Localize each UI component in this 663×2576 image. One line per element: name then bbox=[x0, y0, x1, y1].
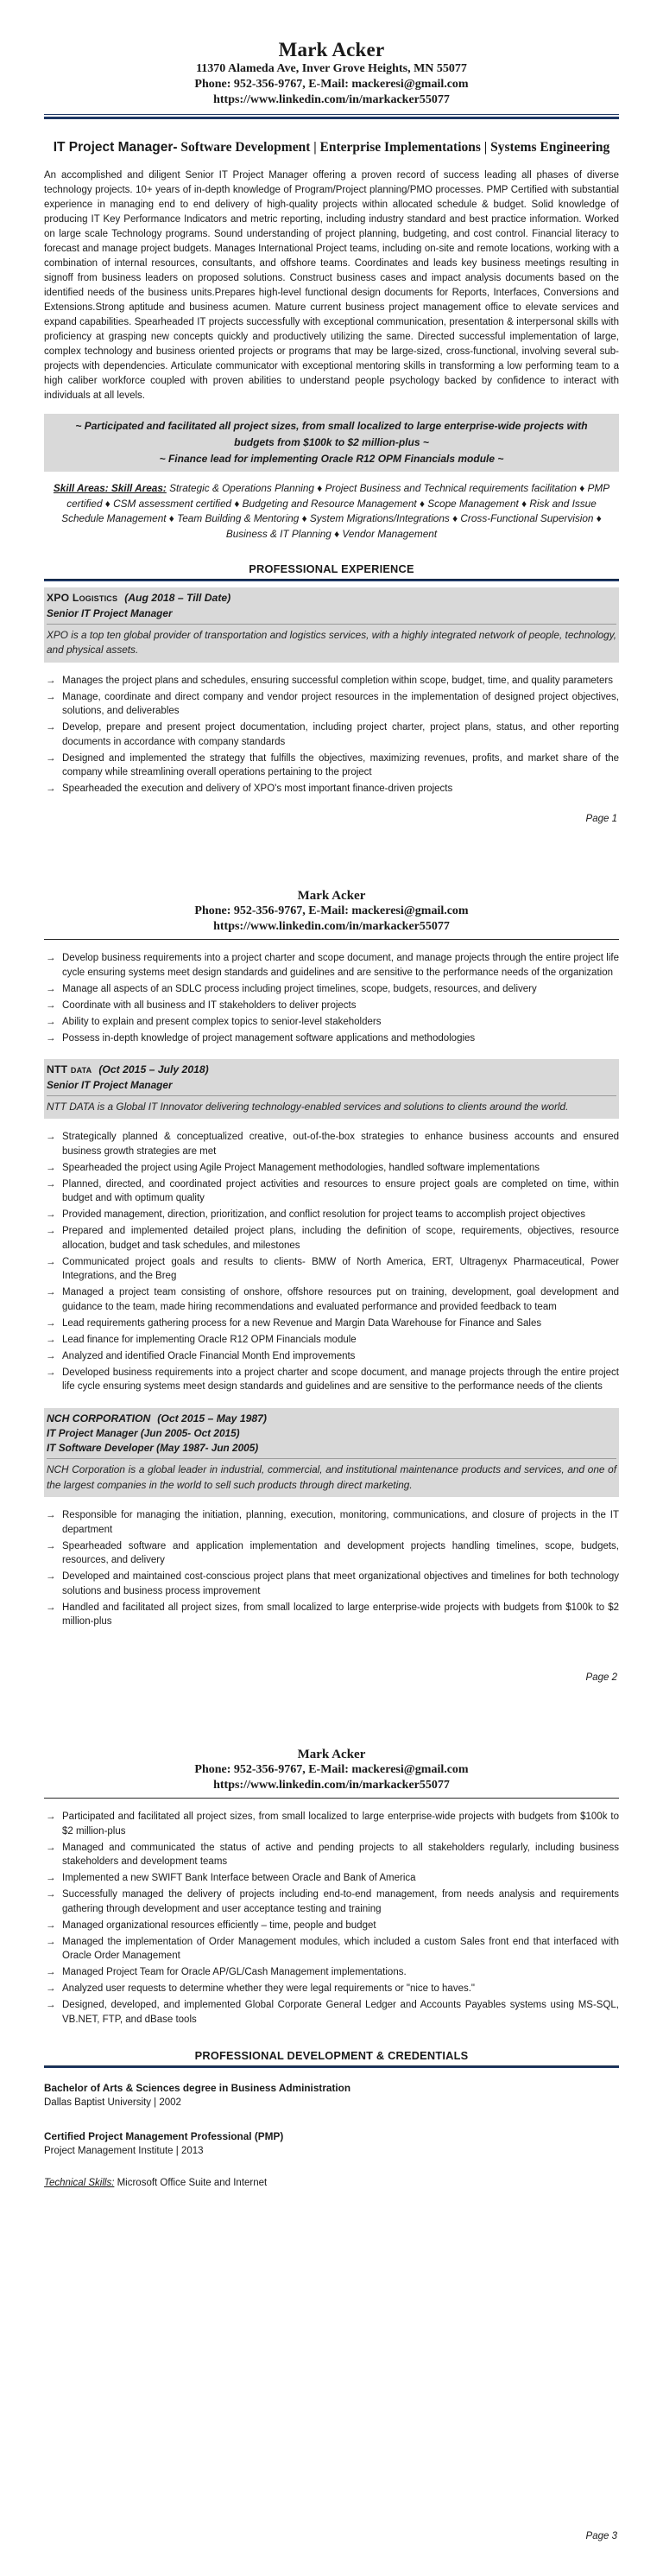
arrow-bullet-icon: → bbox=[46, 1226, 56, 1236]
bullet-item bbox=[44, 1285, 619, 1314]
arrow-bullet-icon: → bbox=[46, 1032, 56, 1044]
arrow-bullet-icon: → bbox=[46, 1287, 56, 1298]
bullet-text: Develop business requirements into a project charter and scope document, and manage projects through the entire project life cycle ensuring systems meet design standards and guidelines and are sensitive to the performance needs of the organization bbox=[62, 953, 619, 978]
bullet-list-xpo-p1 bbox=[44, 674, 619, 796]
bullet-text: Manage all aspects of an SDLC process including project timelines, scope, budgets, resources, and delivery bbox=[62, 983, 537, 994]
arrow-bullet-icon: → bbox=[46, 784, 56, 794]
arrow-bullet-icon: → bbox=[46, 1983, 56, 1994]
bullet-text: Spearheaded software and application implementation and development projects handling timelines, scope, budgets, resources, and delivery bbox=[62, 1540, 619, 1565]
resume-page-1 bbox=[0, 0, 663, 859]
candidate-name: Mark Acker bbox=[297, 889, 366, 903]
bullet-item bbox=[44, 1965, 619, 1980]
page1-header bbox=[44, 0, 619, 108]
linkedin-line: https://www.linkedin.com/in/markacker55077 bbox=[213, 93, 450, 106]
header-rule bbox=[44, 1798, 619, 1799]
bullet-item bbox=[44, 1208, 619, 1222]
bullet-text: Lead finance for implementing Oracle R12 OPM Financials module bbox=[62, 1334, 357, 1345]
bullet-text: Handled and facilitated all project sizes, from small localized to large enterprise-wide projects with budgets from $100k to $2 million-plus bbox=[62, 1602, 619, 1627]
job-separator bbox=[47, 1458, 616, 1459]
arrow-bullet-icon: → bbox=[46, 953, 56, 963]
bullet-item bbox=[44, 1919, 619, 1933]
bullet-item bbox=[44, 1982, 619, 1996]
arrow-bullet-icon: → bbox=[46, 1842, 56, 1853]
bullet-item bbox=[44, 752, 619, 780]
page-number: Page 1 bbox=[585, 814, 617, 824]
skills-label: Skill Areas: Skill Areas: bbox=[53, 482, 167, 494]
skills-paragraph bbox=[44, 481, 619, 542]
highlight-line-2: ~ Finance lead for implementing Oracle R12 OPM Financials module ~ bbox=[159, 453, 504, 465]
bullet-item bbox=[44, 1998, 619, 2027]
contact-line: Phone: 952-356-9767, E-Mail: mackeresi@gmail.com bbox=[194, 1763, 469, 1776]
bullet-text: Managed the implementation of Order Management modules, which included a custom Sales front end that interfaced with Oracle Order Management bbox=[62, 1936, 619, 1961]
header-rule bbox=[44, 114, 619, 119]
bullet-item bbox=[44, 951, 619, 980]
bullet-item bbox=[44, 1508, 619, 1537]
job-header-xpo bbox=[44, 587, 619, 663]
certification-institution: Project Management Institute | 2013 bbox=[44, 2146, 204, 2156]
bullet-item bbox=[44, 690, 619, 719]
bullet-item bbox=[44, 1161, 619, 1176]
company-blurb: NTT DATA is a Global IT Innovator delivering technology-enabled services and solutions to clients around the world. bbox=[47, 1100, 569, 1113]
candidate-name: Mark Acker bbox=[297, 1748, 366, 1761]
skills-list: Strategic & Operations Planning ♦ Project Business and Technical requirements facilitation ♦ PMP certified ♦ CSM assessment certified ♦ Budgeting and Resource Management ♦ Scope Management ♦ Risk and Issue Schedule Management ♦ Team Building & Mentoring ♦ System Migrations/Integrations ♦ Cross-Functional Supervision ♦ Business & IT Planning ♦ Vendor Management bbox=[61, 482, 610, 540]
bullet-text: Analyzed user requests to determine whether they were legal requirements or "nice to haves." bbox=[62, 1983, 475, 1994]
bullet-item bbox=[44, 1317, 619, 1331]
linkedin-line: https://www.linkedin.com/in/markacker55077 bbox=[213, 1779, 450, 1792]
page3-header bbox=[44, 1717, 619, 1793]
candidate-name: Mark Acker bbox=[278, 39, 385, 60]
arrow-bullet-icon: → bbox=[46, 1540, 56, 1551]
arrow-bullet-icon: → bbox=[46, 722, 56, 733]
company-name: NCH CORPORATION bbox=[47, 1412, 151, 1424]
bullet-text: Lead requirements gathering process for a new Revenue and Margin Data Warehouse for Finance and Sales bbox=[62, 1317, 542, 1329]
contact-line: Phone: 952-356-9767, E-Mail: mackeresi@gmail.com bbox=[194, 904, 469, 917]
degree-block bbox=[44, 2081, 619, 2110]
company-blurb: NCH Corporation is a global leader in industrial, commercial, and institutional maintenance products and services, and one of the largest companies in the world to sell such products through direct marketing. bbox=[47, 1463, 616, 1491]
arrow-bullet-icon: → bbox=[46, 1510, 56, 1520]
bullet-text: Spearheaded the execution and delivery of XPO's most important finance-driven projects bbox=[62, 784, 453, 794]
page-number: Page 3 bbox=[585, 2531, 617, 2541]
contact-line: Phone: 952-356-9767, E-Mail: mackeresi@gmail.com bbox=[194, 78, 469, 91]
bullet-text: Developed and maintained cost-conscious project plans that meet organizational objectives and timelines for both technology solutions and business process improvement bbox=[62, 1571, 619, 1596]
arrow-bullet-icon: → bbox=[46, 1936, 56, 1947]
arrow-bullet-icon: → bbox=[46, 1873, 56, 1883]
bullet-text: Prepared and implemented detailed project plans, including the definition of scope, requirements, objectives, resource allocation, budget and task schedules, and milestones bbox=[62, 1226, 619, 1251]
arrow-bullet-icon: → bbox=[46, 1209, 56, 1220]
bullet-item bbox=[44, 1935, 619, 1964]
bullet-item bbox=[44, 982, 619, 997]
bullet-text: Planned, directed, and coordinated project activities and resources to ensure project goals are completed on time, within budget and with optimum quality bbox=[62, 1178, 619, 1203]
bullet-text: Communicated project goals and results to clients- BMW of North America, ERT, Ultragenyx Pharmaceutical, Power Integrations, and the Breg bbox=[62, 1256, 619, 1281]
bullet-item bbox=[44, 1349, 619, 1364]
headline-role: IT Project Manager- bbox=[53, 140, 178, 155]
certification-block bbox=[44, 2129, 619, 2159]
experience-rule bbox=[44, 579, 619, 581]
bullet-text: Managed a project team consisting of onshore, offshore resources put on training, development, goal development and guidance to the team, made hiring recommendations and evaluated performance and provided feedback to team bbox=[62, 1287, 619, 1312]
arrow-bullet-icon: → bbox=[46, 752, 56, 764]
page2-header bbox=[44, 859, 619, 935]
arrow-bullet-icon: → bbox=[46, 1334, 56, 1345]
degree-institution: Dallas Baptist University | 2002 bbox=[44, 2097, 181, 2108]
bullet-text: Managed organizational resources efficiently – time, people and budget bbox=[62, 1919, 376, 1931]
technical-skills-label: Technical Skills: bbox=[44, 2178, 115, 2188]
bullet-item bbox=[44, 1539, 619, 1568]
bullet-text: Manage, coordinate and direct company and vendor project resources in the implementation of designed project objectives, solutions, and deliverables bbox=[62, 691, 619, 716]
bullet-text: Analyzed and identified Oracle Financial Month End improvements bbox=[62, 1350, 356, 1361]
bullet-item bbox=[44, 1333, 619, 1348]
arrow-bullet-icon: → bbox=[46, 1811, 56, 1822]
arrow-bullet-icon: → bbox=[46, 1967, 56, 1977]
bullet-item bbox=[44, 1224, 619, 1253]
linkedin-line: https://www.linkedin.com/in/markacker55077 bbox=[213, 920, 450, 933]
address-line: 11370 Alameda Ave, Inver Grove Heights, MN 55077 bbox=[196, 62, 467, 75]
bullet-text: Spearheaded the project using Agile Project Management methodologies, handled software implementations bbox=[62, 1162, 540, 1173]
bullet-item bbox=[44, 1031, 619, 1046]
job-title-2: IT Software Developer (May 1987- Jun 2005) bbox=[47, 1442, 259, 1454]
arrow-bullet-icon: → bbox=[46, 1367, 56, 1378]
job-header-nch bbox=[44, 1408, 619, 1498]
bullet-text: Develop, prepare and present project documentation, including project charter, project plans, status, and other reporting documents in accordance with company standards bbox=[62, 722, 619, 747]
resume-page-2 bbox=[0, 859, 663, 1717]
bullet-item bbox=[44, 1841, 619, 1869]
bullet-item bbox=[44, 1888, 619, 1916]
arrow-bullet-icon: → bbox=[46, 1350, 56, 1361]
bullet-item bbox=[44, 1015, 619, 1030]
bullet-text: Manages the project plans and schedules, ensuring successful completion within scope, budget, time, and quality parameters bbox=[62, 675, 613, 686]
credentials-heading: PROFESSIONAL DEVELOPMENT & CREDENTIALS bbox=[194, 2049, 469, 2062]
bullet-item bbox=[44, 782, 619, 796]
bullet-item bbox=[44, 1366, 619, 1394]
job-dates: (Aug 2018 – Till Date) bbox=[124, 592, 231, 604]
arrow-bullet-icon: → bbox=[46, 1889, 56, 1900]
highlight-box bbox=[44, 414, 619, 472]
bullet-item bbox=[44, 999, 619, 1013]
bullet-text: Designed, developed, and implemented Global Corporate General Ledger and Accounts Payables systems using MS-SQL, VB.NET, FTP, and dBase tools bbox=[62, 2000, 619, 2025]
resume-headline bbox=[44, 139, 619, 155]
job-title: Senior IT Project Manager bbox=[47, 606, 173, 619]
bullet-text: Participated and facilitated all project sizes, from small localized to large enterprise-wide projects with budgets from $100k to $2 million-plus bbox=[62, 1811, 619, 1837]
bullet-text: Ability to explain and present complex topics to senior-level stakeholders bbox=[62, 1016, 382, 1027]
company-name: NTT data bbox=[47, 1063, 92, 1075]
job-title: Senior IT Project Manager bbox=[47, 1078, 173, 1091]
arrow-bullet-icon: → bbox=[46, 1132, 56, 1142]
arrow-bullet-icon: → bbox=[46, 1571, 56, 1582]
job-dates: (Oct 2015 – July 2018) bbox=[98, 1063, 209, 1075]
arrow-bullet-icon: → bbox=[46, 1178, 56, 1190]
job-separator bbox=[47, 1095, 616, 1096]
technical-skills-text: Microsoft Office Suite and Internet bbox=[114, 2178, 268, 2188]
bullet-item bbox=[44, 1570, 619, 1598]
company-blurb: XPO is a top ten global provider of transportation and logistics services, with a highly integrated network of people, technology, and physical assets. bbox=[47, 628, 616, 656]
bullet-text: Successfully managed the delivery of projects including end-to-end management, from needs analysis and requirements gathering through development and user acceptance testing and training bbox=[62, 1889, 619, 1914]
bullet-item bbox=[44, 1255, 619, 1284]
credentials-rule bbox=[44, 2065, 619, 2068]
bullet-text: Provided management, direction, prioritization, and conflict resolution for project teams to accomplish project objectives bbox=[62, 1209, 585, 1220]
bullet-item bbox=[44, 1810, 619, 1838]
technical-skills-line bbox=[44, 2176, 619, 2191]
arrow-bullet-icon: → bbox=[46, 675, 56, 686]
bullet-item bbox=[44, 1601, 619, 1629]
bullet-item bbox=[44, 1130, 619, 1158]
job-separator bbox=[47, 624, 616, 625]
job-title-1: IT Project Manager (Jun 2005- Oct 2015) bbox=[47, 1427, 240, 1439]
arrow-bullet-icon: → bbox=[46, 1162, 56, 1173]
bullet-text: Managed and communicated the status of active and pending projects to all stakeholders regularly, including business stakeholders and development teams bbox=[62, 1842, 619, 1867]
bullet-item bbox=[44, 720, 619, 749]
bullet-text: Developed business requirements into a project charter and scope document, and manage projects through the entire project life cycle ensuring systems meet design standards and guidelines and are sensitive to the performance needs of the clients bbox=[62, 1367, 619, 1392]
job-line-company bbox=[47, 591, 616, 606]
bullet-list-xpo-p2 bbox=[44, 951, 619, 1045]
arrow-bullet-icon: → bbox=[46, 1317, 56, 1329]
job-dates: (Oct 2015 – May 1987) bbox=[157, 1412, 267, 1424]
bullet-text: Responsible for managing the initiation, planning, execution, monitoring, communications, and closure of projects in the IT department bbox=[62, 1510, 619, 1535]
arrow-bullet-icon: → bbox=[46, 1016, 56, 1027]
degree-title: Bachelor of Arts & Sciences degree in Business Administration bbox=[44, 2082, 351, 2094]
certification-title: Certified Project Management Professional (PMP) bbox=[44, 2130, 284, 2142]
page-number: Page 2 bbox=[585, 1672, 617, 1683]
arrow-bullet-icon: → bbox=[46, 1256, 56, 1267]
arrow-bullet-icon: → bbox=[46, 1919, 56, 1931]
arrow-bullet-icon: → bbox=[46, 983, 56, 994]
bullet-list-nch-p2 bbox=[44, 1508, 619, 1629]
job-line-company bbox=[47, 1063, 616, 1078]
bullet-item bbox=[44, 1177, 619, 1206]
bullet-item bbox=[44, 1871, 619, 1886]
header-rule bbox=[44, 939, 619, 940]
bullet-text: Possess in-depth knowledge of project management software applications and methodologies bbox=[62, 1032, 476, 1044]
bullet-text: Strategically planned & conceptualized creative, out-of-the-box strategies to enhance business accounts and ensured business growth strategies are met bbox=[62, 1132, 619, 1157]
arrow-bullet-icon: → bbox=[46, 1602, 56, 1613]
bullet-list-nch-p3 bbox=[44, 1810, 619, 2027]
bullet-text: Designed and implemented the strategy that fulfills the objectives, maximizing revenues, profits, and market share of the company while streamlining overall operations pertaining to the project bbox=[62, 752, 619, 777]
arrow-bullet-icon: → bbox=[46, 691, 56, 702]
bullet-text: Implemented a new SWIFT Bank Interface between Oracle and Bank of America bbox=[62, 1873, 416, 1883]
highlight-line-1: ~ Participated and facilitated all project sizes, from small localized to large enterprise-wide projects with budgets from $100k to $2 million-plus ~ bbox=[75, 420, 588, 448]
headline-specialties: Software Development | Enterprise Implementations | Systems Engineering bbox=[177, 140, 610, 155]
bullet-item bbox=[44, 674, 619, 688]
arrow-bullet-icon: → bbox=[46, 999, 56, 1011]
bullet-list-ntt bbox=[44, 1130, 619, 1394]
summary-paragraph: An accomplished and diligent Senior IT Project Manager offering a proven record of success leading all phases of diverse technology projects. 10+ years of in-depth knowledge of Program/Project planning/PMO processes. PMP Certified with substantial experience in managing end to end delivery of high-quality projects within allocated schedule & budget. Solid knowledge of producing IT Key Performance Indicators and metric reporting, including industry standard and best practice information. Worked on large scale Technology programs. Sound understanding of project planning, budgeting, and cost control. Financial literacy to forecast and manage project budgets. Manages International Project teams, including on-site and remote locations, working with a combination of internal resources, consultants, and offshore teams. Coordinates and leads key business meetings resulting in signoff from business leaders on proposed solutions. Construct business cases and impact analysis documents based on the identified needs of the business units.Prepares high-level functional design documents for Reports, Interfaces, Conversions and Extensions.Strong aptitude and business acumen. Mature current business project management office to elevate services and expand capabilities. Spearheaded IT projects successfully with exceptional communication, presentation & interpersonal skills with proficiency at grasping new concepts quickly and productively utilizing the same. Directed successful implementation of large, complex technology and business oriented projects or programs that may be large-sized, cross-functional, involving several sub-projects with dependencies. Articulate communicator with exceptional mentoring skills in transforming a low performing team to a high caliber workforce coupled with proven abilities to understand people psychology backed by confidence to interact with individuals at all levels. bbox=[44, 170, 619, 401]
resume-page-3 bbox=[0, 1717, 663, 2576]
bullet-text: Managed Project Team for Oracle AP/GL/Cash Management implementations. bbox=[62, 1967, 407, 1977]
bullet-text: Coordinate with all business and IT stakeholders to deliver projects bbox=[62, 999, 357, 1011]
company-name: XPO Logistics bbox=[47, 592, 118, 604]
job-line-company bbox=[47, 1412, 616, 1427]
experience-heading: PROFESSIONAL EXPERIENCE bbox=[249, 562, 414, 575]
arrow-bullet-icon: → bbox=[46, 2000, 56, 2010]
job-header-ntt bbox=[44, 1059, 619, 1119]
